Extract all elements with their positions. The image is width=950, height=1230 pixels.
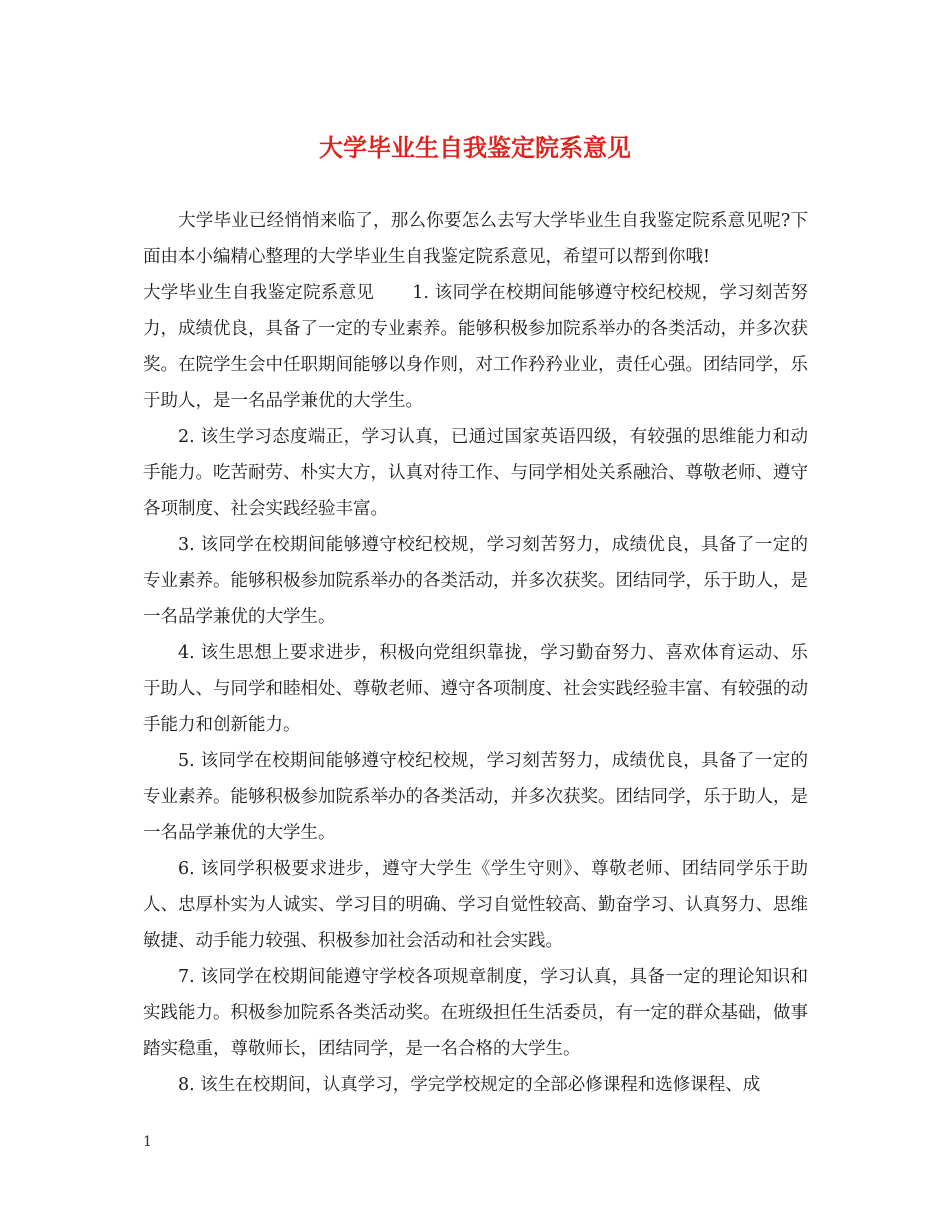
item-paragraph-1 (143, 275, 808, 419)
item-paragraph-4: 4. 该生思想上要求进步，积极向党组织靠拢，学习勤奋努力、喜欢体育运动、乐于助人、与同学和睦相处、尊敬老师、遵守各项制度、社会实践经验丰富、有较强的动手能力和创新能力。 (143, 643, 808, 735)
item-paragraph-2: 2. 该生学习态度端正，学习认真，已通过国家英语四级，有较强的思维能力和动手能力。吃苦耐劳、朴实大方，认真对待工作、与同学相处关系融洽、尊敬老师、遵守各项制度、社会实践经验丰富。 (143, 427, 808, 519)
document-body (143, 203, 808, 1103)
item-paragraph-5: 5. 该同学在校期间能够遵守校纪校规，学习刻苦努力，成绩优良，具备了一定的专业素养。能够积极参加院系举办的各类活动，并多次获奖。团结同学，乐于助人，是一名品学兼优的大学生。 (143, 751, 808, 843)
item-paragraph-3: 3. 该同学在校期间能够遵守校纪校规，学习刻苦努力，成绩优良，具备了一定的专业素养。能够积极参加院系举办的各类活动，并多次获奖。团结同学，乐于助人，是一名品学兼优的大学生。 (143, 535, 808, 627)
item-paragraph-6: 6. 该同学积极要求进步，遵守大学生《学生守则》、尊敬老师、团结同学乐于助人、忠厚朴实为人诚实、学习目的明确、学习自觉性较高、勤奋学习、认真努力、思维敏捷、动手能力较强、积极参加社会活动和社会实践。 (143, 859, 808, 951)
section-heading: 大学毕业生自我鉴定院系意见 (143, 283, 375, 303)
page-number: 1 (143, 1134, 152, 1150)
document-title: 大学毕业生自我鉴定院系意见 (319, 134, 631, 162)
intro-paragraph: 大学毕业已经悄悄来临了，那么你要怎么去写大学毕业生自我鉴定院系意见呢?下面由本小编精心整理的大学毕业生自我鉴定院系意见，希望可以帮到你哦! (143, 211, 808, 267)
item-paragraph-8: 8. 该生在校期间，认真学习，学完学校规定的全部必修课程和选修课程、成 (178, 1075, 761, 1095)
item-text-1: 1. 该同学在校期间能够遵守校纪校规，学习刻苦努力，成绩优良，具备了一定的专业素养。能够积极参加院系举办的各类活动，并多次获奖。在院学生会中任职期间能够以身作则，对工作矜矜业业，责任心强。团结同学，乐于助人，是一名品学兼优的大学生。 (143, 283, 809, 411)
item-paragraph-7: 7. 该同学在校期间能遵守学校各项规章制度，学习认真，具备一定的理论知识和实践能力。积极参加院系各类活动奖。在班级担任生活委员，有一定的群众基础，做事踏实稳重，尊敬师长，团结同学，是一名合格的大学生。 (143, 967, 808, 1059)
